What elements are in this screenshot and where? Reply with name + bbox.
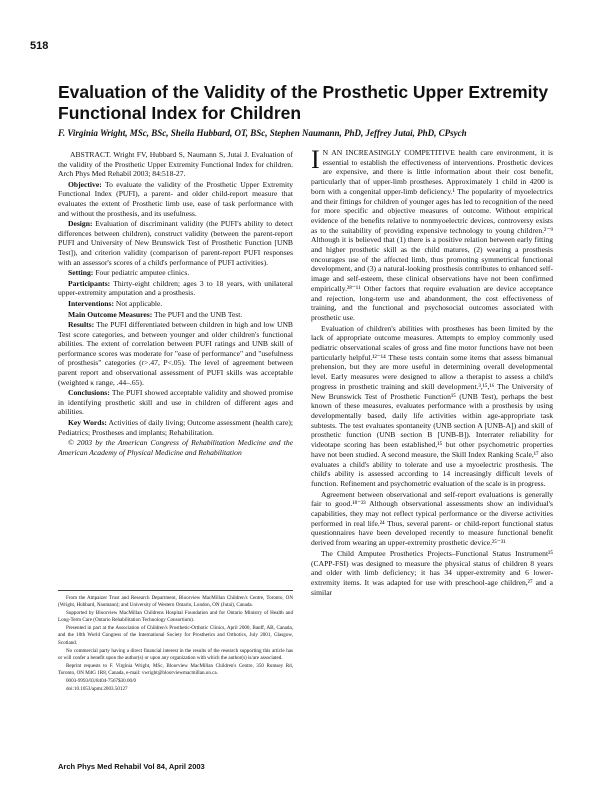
objective-label: Objective: bbox=[68, 179, 102, 189]
outcome-label: Main Outcome Measures: bbox=[68, 309, 153, 319]
keywords-text: Activities of daily living; Outcome assessment (health care); Pediatrics; Prostheses and implants; Rehabilitation. bbox=[58, 418, 293, 437]
lead-caps: N AN INCREASINGLY COMPETITIVE bbox=[322, 148, 455, 157]
drop-cap: I bbox=[311, 145, 320, 174]
keywords-label: Key Words: bbox=[68, 418, 107, 428]
footnote-disclosure: No commercial party having a direct financial interest in the results of the research supporting this article has or will confer a benefit upon the author(s) or upon any organization with which the author(s) is/are associated. bbox=[58, 647, 293, 661]
objective-text: To evaluate the validity of the Prosthetic Upper Extremity Functional Index (PUFI), a parent- and older child-report measure that evaluates the extent of Prosthetic limb use, ease of task performance with and without the prosthesis, and its usefulness. bbox=[58, 179, 294, 218]
abstract-design bbox=[58, 219, 293, 267]
abstract-objective bbox=[58, 180, 293, 218]
body-paragraph: Agreement between observational and self-report evaluations is generally fair to good.¹⁸⁻²³ Although observational assessments show an individual's capabilities, they may not reflect typical performance or the diverse activities performed in real life.²⁴ Thus, several parent- or child-report functional status questionnaires have been developed recently to measure functional benefit derived from wearing an upper-extremity prosthetic device.²⁵⁻³¹ bbox=[311, 489, 553, 548]
results-text: The PUFI differentiated between children in high and low UNB Test score categories, and between younger and older children's functional abilities. The extent of correlation between PUFI ratings and UNB skill of performance scores was moderate for "ease of performance" and "usefulness of prosthesis" categories (r>.47, P<.05). The level of agreement between parent report and observational assessment of PUFI skills was acceptable (weighted κ range, .44–.65). bbox=[58, 320, 293, 387]
design-text: Evaluation of discriminant validity (the PUFI's ability to detect differences between children), construct validity (between the parent-report PUFI and University of New Brunswick Test of Prosthetic Function [UNB Test]), and criterion validity (comparison of parent-report PUFI responses with an assessor's scores of a child's performance of PUFI activities). bbox=[58, 219, 293, 267]
design-label: Design: bbox=[68, 219, 93, 229]
abstract-results bbox=[58, 320, 293, 387]
running-footer: Arch Phys Med Rehabil Vol 84, April 2003 bbox=[58, 762, 205, 771]
body-paragraph: Evaluation of children's abilities with prostheses has been limited by the lack of appropriate outcome measures. Attempts to employ commonly used pediatric observational scales of gross and fine motor functions have not been particularly helpful.¹²⁻¹⁴ These tests contain some items that assess bimanual prehension, but they are more useful in determining overall developmental level. Early measures were designed to allow a therapist to assess a child's progress in prosthetic training and skill development.³,¹⁵,¹⁶ The University of New Brunswick Test of Prosthetic Function¹⁵ (UNB Test), perhaps the best known of these measures, evaluates performance with a prosthesis by using developmentally based, daily life activities within age-appropriate task subtests. The test evaluates spontaneity (UNB section A [UNB-A]) and skill of prosthetic function (UNB section B [UNB-B]). Interrater reliability for videotape scoring has been established,¹⁵ but other psychometric properties have not been studied. A second measure, the Skill Index Ranking Scale,¹⁷ also evaluates a child's ability to tolerate and use a myoelectric prosthesis. The child's ability is assessed according to 14 increasingly difficult levels of function. Refinement and psychometric evaluation of the scale is in progress. bbox=[311, 323, 553, 488]
intro-paragraph bbox=[311, 145, 554, 323]
results-label: Results: bbox=[68, 320, 95, 330]
footnote-divider bbox=[58, 590, 293, 591]
conclusions-text: The PUFI showed acceptable validity and showed promise in identifying prosthetic skill and use in children of different ages and abilities. bbox=[58, 388, 294, 417]
footnote-support: Supported by Bloorview MacMillan Childrens Hospital Foundation and for Ontario Ministry of Health and Long-Term Care (Ontario Rehabilitation Technology Consortium). bbox=[58, 610, 293, 624]
participants-text: Thirty-eight children; ages 3 to 18 years, with unilateral upper-extremity amputation and a prosthesis. bbox=[58, 278, 293, 298]
abstract-column bbox=[58, 150, 293, 458]
participants-label: Participants: bbox=[68, 278, 111, 288]
footnote-affiliation: From the Ampaizer Trust and Research Department, Bloorview MacMillan Children's Centre, Toronto, ON (Wright, Hubbard, Naumann); and University of Western Ontario, London, ON (Jutai), Canada. bbox=[58, 595, 293, 609]
abstract-citation: ABSTRACT. Wright FV, Hubbard S, Naumann S, Jutai J. Evaluation of the validity of the Prosthetic Upper Extremity Functional Index for children. Arch Phys Med Rehabil 2003; 84:518-27. bbox=[58, 150, 293, 179]
copyright-notice: © 2003 by the American Congress of Rehabilitation Medicine and the American Academy of Physical Medicine and Rehabilitation bbox=[58, 438, 293, 457]
setting-text: Four pediatric amputee clinics. bbox=[95, 268, 190, 278]
author-list: F. Virginia Wright, MSc, BSc, Sheila Hubbard, OT, BSc, Stephen Naumann, PhD, Jeffrey Jutai, PhD, CPsych bbox=[58, 128, 467, 138]
interventions-text: Not applicable. bbox=[115, 298, 163, 308]
abstract-interventions bbox=[58, 299, 293, 309]
abstract-setting bbox=[58, 268, 293, 278]
outcome-text: The PUFI and the UNB Test. bbox=[153, 309, 243, 319]
abstract-outcome bbox=[58, 310, 293, 320]
page-number: 518 bbox=[30, 40, 49, 52]
body-column bbox=[311, 145, 554, 598]
interventions-label: Interventions: bbox=[68, 298, 114, 308]
article-title: Evaluation of the Validity of the Prosthetic Upper Extremity Functional Index for Children bbox=[58, 82, 549, 123]
footnote-issn: 0003-9993/03/8404-7567$30.00/0 bbox=[66, 678, 137, 685]
abstract-conclusions bbox=[58, 388, 293, 417]
footnote-presented: Presented in part at the Association of Children's Prosthetic-Orthotic Clinics, April 2000, Banff, AB, Canada, and the 10th World Congress of the International Society for Prosthetics and Orthotics, July 2001, Glasgow, Scotland. bbox=[58, 625, 293, 646]
footnote-reprints: Reprint requests to F. Virginia Wright, MSc, Bloorview MacMillan Children's Centre, 350 Rumsey Rd, Toronto, ON M4G 1R8, Canada, e-mail: vwright@bloorviewmacmillan.on.ca. bbox=[58, 662, 293, 676]
abstract-keywords bbox=[58, 418, 293, 437]
footnote-doi: doi:10.1053/apmr.2003.50127 bbox=[66, 686, 128, 693]
footnotes bbox=[58, 595, 293, 694]
body-paragraph: The Child Amputee Prosthetics Projects–Functional Status Instrument²⁵ (CAPP-FSI) was designed to measure the physical status of children 8 years and older with limb deficiency; it has 34 upper-extremity and 6 lower-extremity items. It was adapted for use with preschool-age children,²⁷ and a similar bbox=[311, 548, 553, 597]
setting-label: Setting: bbox=[68, 268, 94, 278]
conclusions-label: Conclusions: bbox=[68, 388, 110, 398]
intro-text: health care environment, it is essential to establish the effectiveness of interventions. Prosthetic devices are expensive, and there is little information about their cost benefit, particularly that of upper-limb prostheses. Approximately 1 child in 4200 is born with a congenital upper-limb deficiency.¹ The popularity of myoelectrics and their fittings for children of younger ages has led to recognition of the need for more specific and objective measures of outcome. Without empirical evidence of the benefits relative to nonmyoelectric devices, controversy exists as to the suitability of providing expensive technology to young children.²⁻⁹ Although it is believed that (1) there is a positive relation between early fitting and higher prosthetic skill as the child matures, (2) wearing a prosthesis encourages use of the affected limb, thus promoting symmetrical functional development, and (3) a natural-looking prosthesis contributes to enhanced self-image and self-esteem, these clinical observations have not been confirmed empirically.²⁸⁻¹¹ Other factors that require evaluation are device acceptance and rejection, long-term use and abandonment, the cost effectiveness of training, and the functional and psychosocial outcomes associated with prosthetic use. bbox=[311, 148, 554, 322]
abstract-participants bbox=[58, 279, 293, 298]
